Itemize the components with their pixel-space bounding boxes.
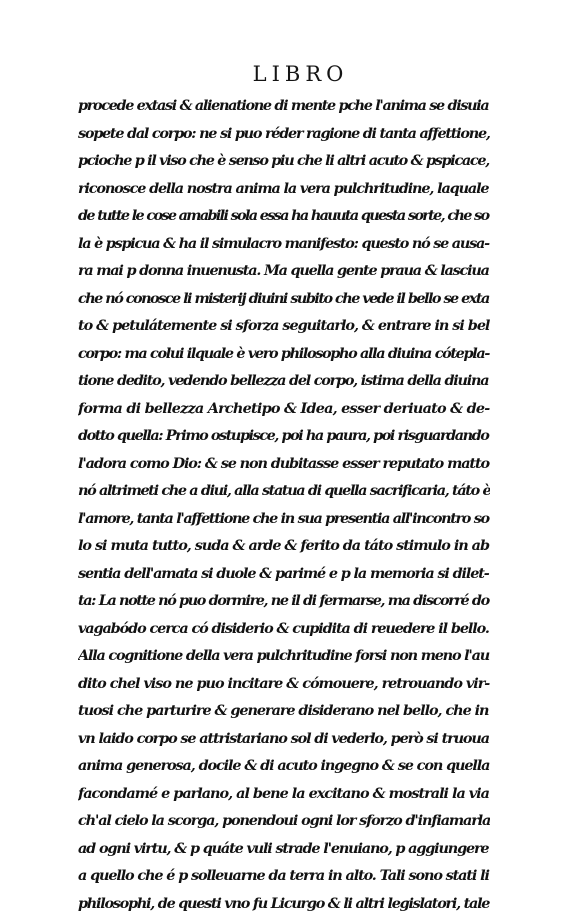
text-line: dito chel viso ne puo incitare & cómouere, retrouando vir- bbox=[78, 670, 490, 698]
text-line: forma di bellezza Archetipo & Idea, esser deriuato & de- bbox=[78, 395, 490, 423]
running-head: LIBRO bbox=[10, 62, 581, 86]
text-line: philosophi, de questi vno fu Licurgo & li altri legislatori, tale bbox=[78, 890, 490, 917]
text-line: che nó conosce li misterij diuini subito che vede il bello se exta bbox=[78, 285, 490, 313]
text-line: to & petulátemente si sforza seguitarlo, & entrare in si bel bbox=[78, 312, 490, 340]
text-line: a quello che é p solleuarne da terra in alto. Tali sono stati li bbox=[78, 862, 490, 890]
text-line: tuosi che parturire & generare disiderano nel bello, che in bbox=[78, 697, 490, 725]
body-text bbox=[78, 92, 490, 917]
text-line: de tutte le cose amabili sola essa ha hauuta questa sorte, che so bbox=[78, 202, 490, 230]
text-line: vagabódo cerca có disiderio & cupidita di reuedere il bello. bbox=[78, 615, 490, 643]
text-line: lo si muta tutto, suda & arde & ferito da táto stimulo in ab bbox=[78, 532, 490, 560]
text-line: tione dedito, vedendo bellezza del corpo, istima della diuina bbox=[78, 367, 490, 395]
text-line: anima generosa, docile & di acuto ingegno & se con quella bbox=[78, 752, 490, 780]
text-line: facondamé e parlano, al bene la excitano & mostrali la via bbox=[78, 780, 490, 808]
text-line: Alla cognitione della vera pulchritudine forsi non meno l'au bbox=[78, 642, 490, 670]
text-line: nó altrimeti che a diui, alla statua di quella sacrificaria, táto è bbox=[78, 477, 490, 505]
text-line: ch'al cielo la scorga, ponendoui ogni lor sforzo d'infiamarla bbox=[78, 807, 490, 835]
text-line: la è pspicua & ha il simulacro manifesto: questo nó se ausa- bbox=[78, 230, 490, 258]
text-line: dotto quella: Primo ostupisce, poi ha paura, poi risguardando bbox=[78, 422, 490, 450]
text-line: procede extasi & alienatione di mente pche l'anima se disuia bbox=[78, 92, 490, 120]
text-line: ta: La notte nó puo dormire, ne il di fermarse, ma discorré do bbox=[78, 587, 490, 615]
text-line: sopete dal corpo: ne si puo réder ragione di tanta affettione, bbox=[78, 120, 490, 148]
text-line: l'amore, tanta l'affettione che in sua presentia all'incontro so bbox=[78, 505, 490, 533]
text-line: vn laido corpo se attristariano sol di vederlo, però si truoua bbox=[78, 725, 490, 753]
text-line: ra mai p donna inuenusta. Ma quella gente praua & lasciua bbox=[78, 257, 490, 285]
text-line: pcioche p il viso che è senso piu che li altri acuto & pspicace, bbox=[78, 147, 490, 175]
text-line: ad ogni virtu, & p quáte vuli strade l'enuiano, p aggiungere bbox=[78, 835, 490, 863]
text-line: corpo: ma colui ilquale è vero philosopho alla diuina cótepla- bbox=[78, 340, 490, 368]
text-line: sentia dell'amata si duole & parimé e p la memoria si dilet- bbox=[78, 560, 490, 588]
text-line: l'adora como Dio: & se non dubitasse esser reputato matto bbox=[78, 450, 490, 478]
text-line: riconosce della nostra anima la vera pulchritudine, laquale bbox=[78, 175, 490, 203]
